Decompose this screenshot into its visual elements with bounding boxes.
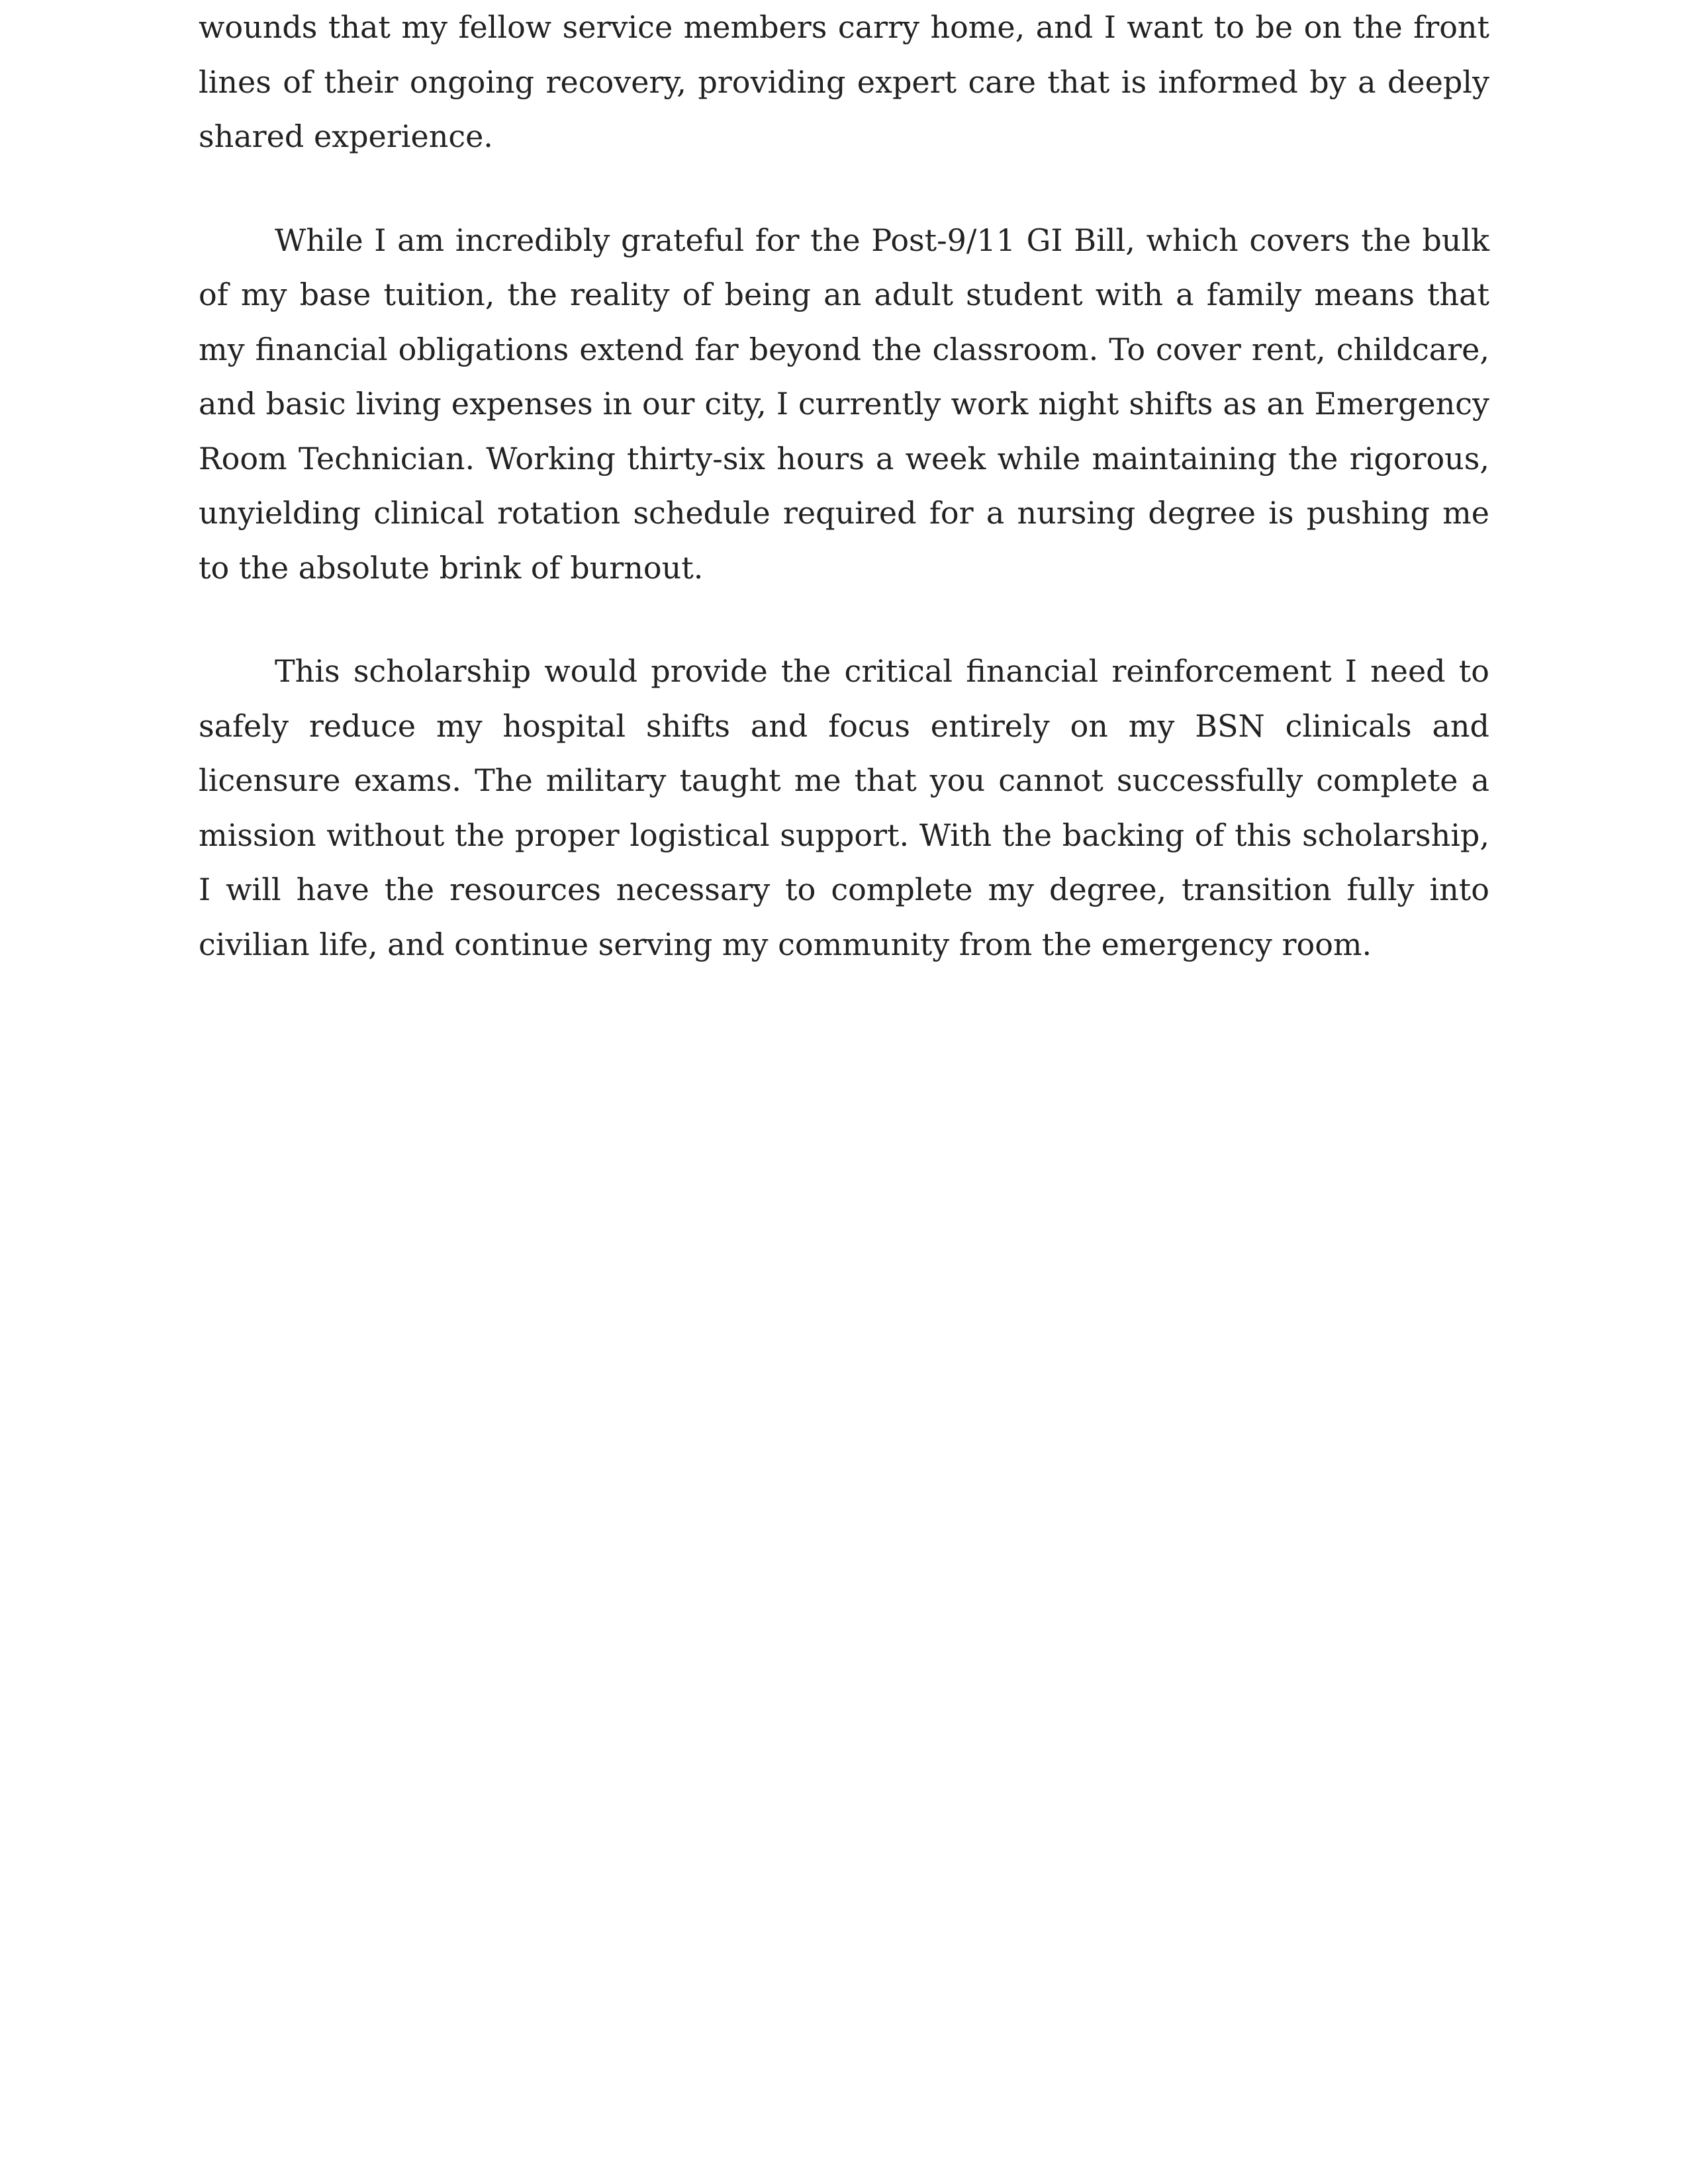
paragraph-continuation: wounds that my fellow service members carry home, and I want to be on the front lines of their ongoing recovery, providing expert care that is informed by a deeply shared experience.	[199, 9, 1489, 154]
paragraph-financial-obligations: While I am incredibly grateful for the Post-9/11 GI Bill, which covers the bulk of my base tuition, the reality of being an adult student with a family means that my financial obligations extend far beyond the classroom. To cover rent, childcare, and basic living expenses in our city, I currently work night shifts as an Emergency Room Technician. Working thirty-six hours a week while maintaining the rigorous, unyielding clinical rotation schedule required for a nursing degree is pushing me to the absolute brink of burnout.	[199, 222, 1489, 586]
essay-body	[199, 0, 1489, 1021]
paragraph-scholarship-impact: This scholarship would provide the critical financial reinforcement I need to safely reduce my hospital shifts and focus entirely on my BSN clinicals and licensure exams. The military taught me that you cannot successfully complete a mission without the proper logistical support. With the backing of this scholarship, I will have the resources necessary to complete my degree, transition fully into civilian life, and continue serving my community from the emergency room.	[199, 653, 1489, 962]
